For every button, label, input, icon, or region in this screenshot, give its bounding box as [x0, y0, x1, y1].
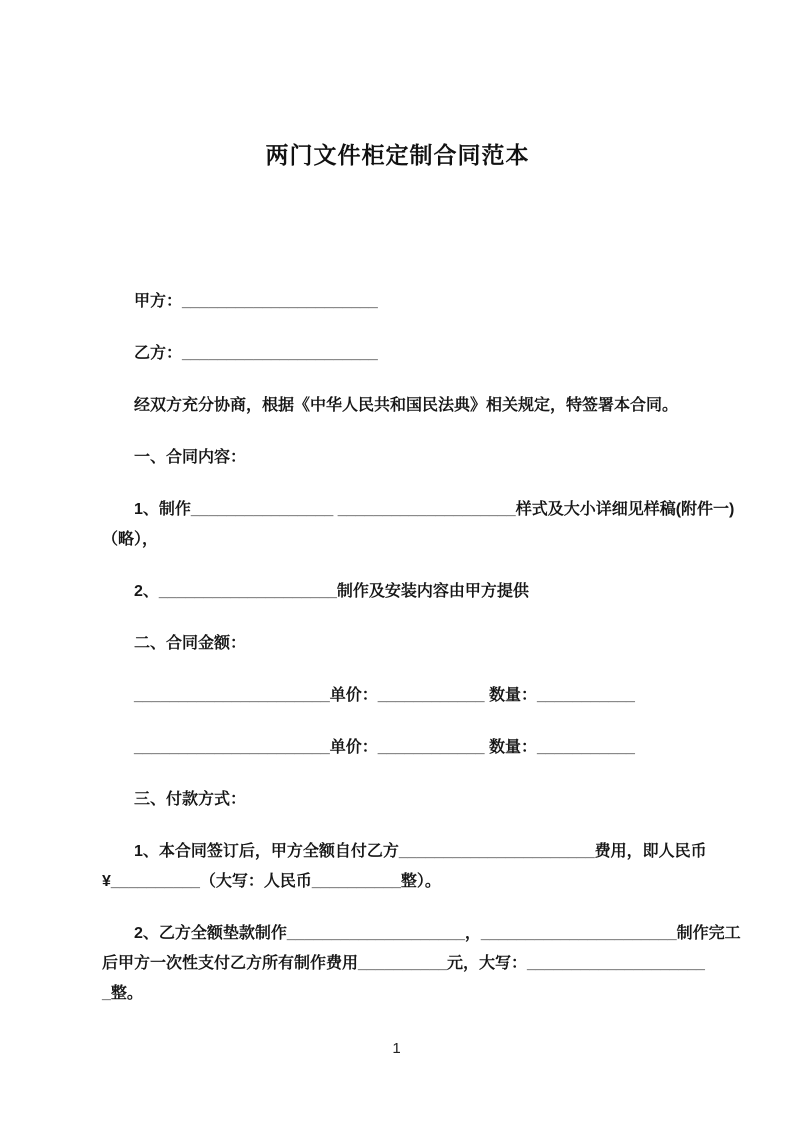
item-1-line-2: （略），	[102, 531, 159, 548]
page-number: 1	[392, 1040, 401, 1057]
payment-2-line-2: 后甲方一次性支付乙方所有制作费用__________元，大写：____________________	[102, 955, 705, 972]
party-b-line: 乙方：______________________	[134, 345, 378, 362]
price-line-1: ______________________单价：____________ 数量：___________	[134, 687, 635, 704]
intro-line: 经双方充分协商，根据《中华人民共和国民法典》相关规定，特签署本合同。	[134, 397, 679, 414]
payment-2-line-1: 2、乙方全额垫款制作____________________，______________________制作完工	[134, 925, 741, 942]
section-1-heading: 一、合同内容：	[134, 449, 247, 466]
item-1-line-1: 1、制作________________ ____________________样式及大小详细见样稿(附件一)	[134, 501, 735, 518]
document-title: 两门文件柜定制合同范本	[265, 142, 530, 168]
item-2-line: 2、____________________制作及安装内容由甲方提供	[134, 583, 529, 600]
payment-1-line-2: ¥__________（大写：人民币__________整）。	[102, 873, 441, 890]
price-line-2: ______________________单价：____________ 数量：___________	[134, 739, 635, 756]
party-a-line: 甲方：______________________	[134, 293, 378, 310]
payment-2-line-3: _整。	[102, 985, 143, 1002]
payment-1-line-1: 1、本合同签订后，甲方全额自付乙方______________________费用，即人民币	[134, 843, 707, 860]
section-3-heading: 三、付款方式：	[134, 791, 247, 808]
section-2-heading: 二、合同金额：	[134, 635, 247, 652]
